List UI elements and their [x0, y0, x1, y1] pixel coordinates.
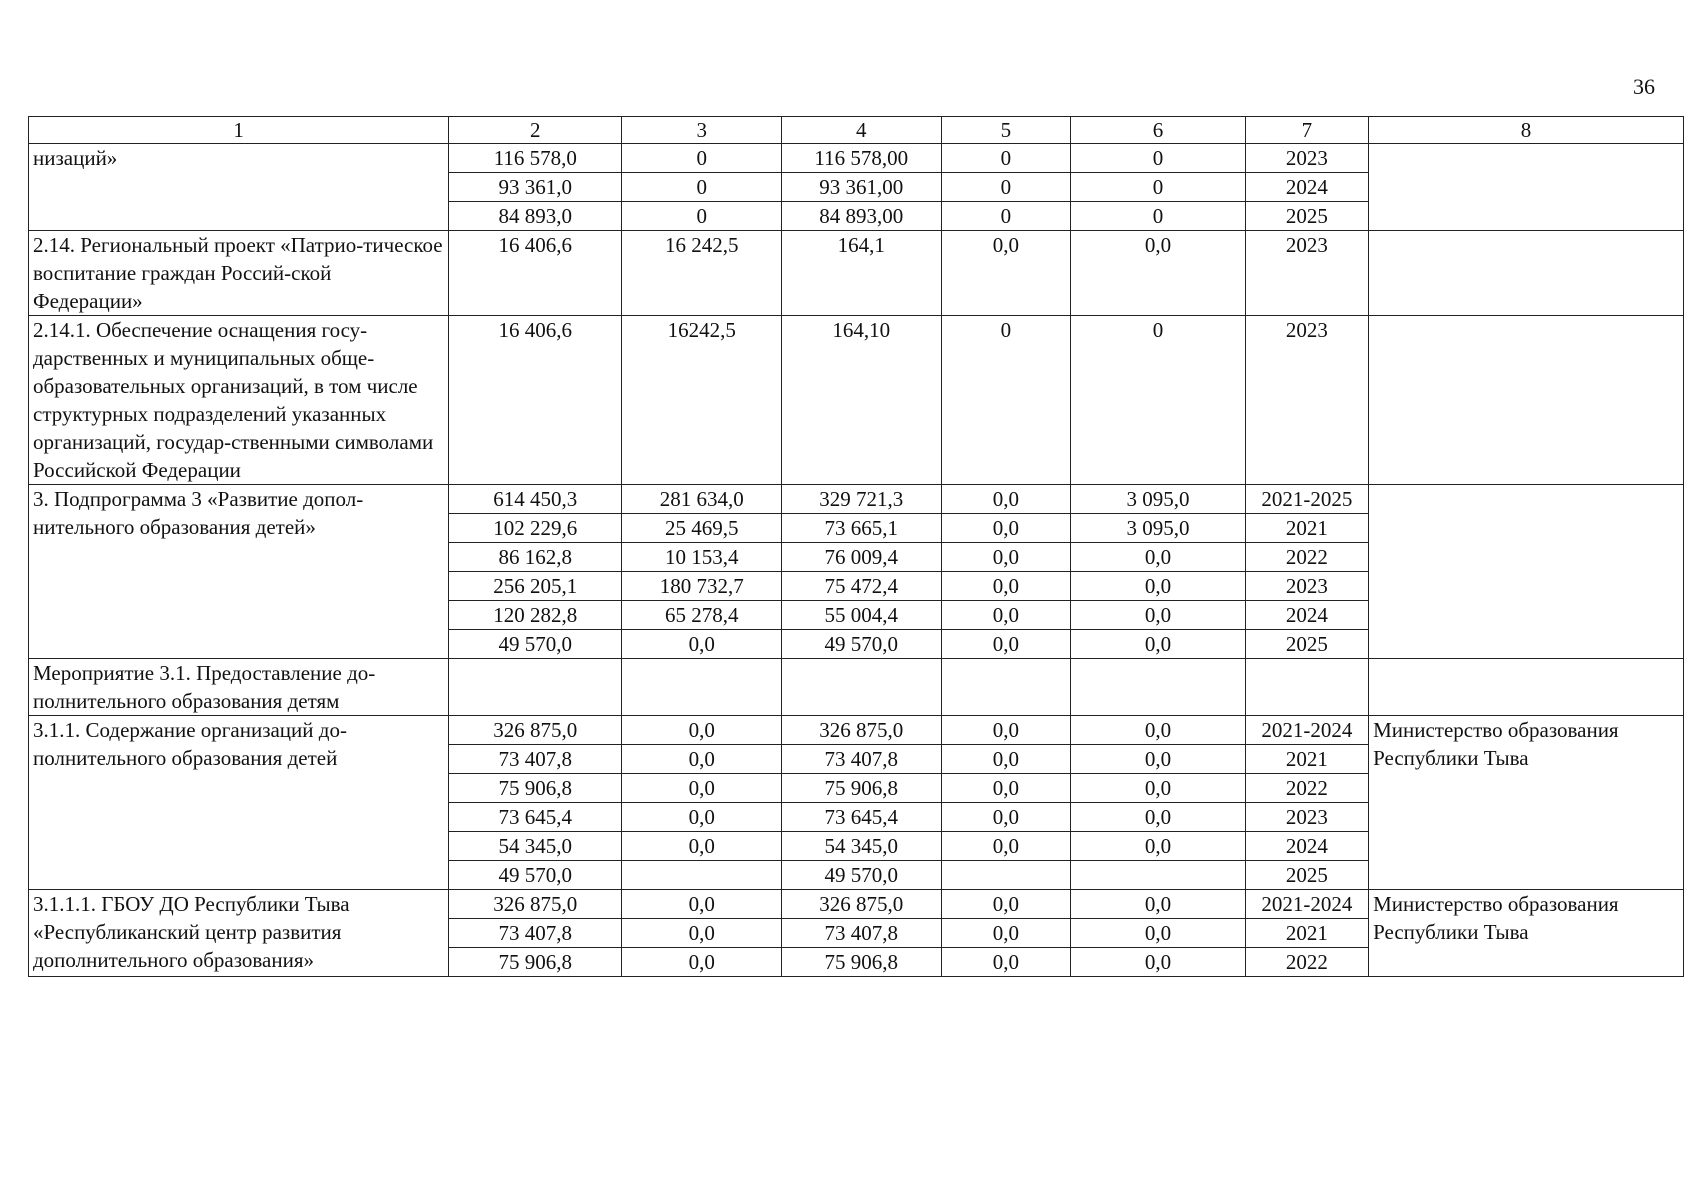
cell-col-6: 0 — [1071, 144, 1245, 173]
cell-col-7: 2021-2024 — [1245, 716, 1368, 745]
cell-col-3: 65 278,4 — [622, 601, 782, 630]
responsible-executor — [1369, 485, 1684, 659]
table-row — [29, 659, 1684, 716]
cell-col-4: 55 004,4 — [782, 601, 942, 630]
cell-col-4: 73 407,8 — [782, 919, 942, 948]
cell-col-4: 116 578,00 — [782, 144, 942, 173]
cell-col-4: 164,10 — [782, 316, 942, 485]
cell-col-3: 16242,5 — [622, 316, 782, 485]
cell-col-6: 0,0 — [1071, 832, 1245, 861]
cell-col-2: 75 906,8 — [449, 774, 622, 803]
cell-col-6: 0,0 — [1071, 601, 1245, 630]
cell-col-5: 0,0 — [941, 485, 1071, 514]
cell-col-3: 0,0 — [622, 832, 782, 861]
cell-col-5: 0 — [941, 316, 1071, 485]
cell-col-2: 84 893,0 — [449, 202, 622, 231]
cell-col-5: 0 — [941, 144, 1071, 173]
column-header-4: 4 — [782, 117, 942, 144]
cell-col-3: 281 634,0 — [622, 485, 782, 514]
table-row — [29, 716, 1684, 745]
cell-col-6: 0,0 — [1071, 948, 1245, 977]
cell-col-4: 326 875,0 — [782, 890, 942, 919]
responsible-executor — [1369, 231, 1684, 316]
cell-col-7: 2022 — [1245, 948, 1368, 977]
cell-col-6: 0 — [1071, 173, 1245, 202]
cell-col-5: 0 — [941, 202, 1071, 231]
cell-col-7: 2023 — [1245, 144, 1368, 173]
cell-col-5: 0,0 — [941, 890, 1071, 919]
cell-col-2: 49 570,0 — [449, 861, 622, 890]
cell-col-5: 0,0 — [941, 601, 1071, 630]
cell-col-4: 73 645,4 — [782, 803, 942, 832]
cell-col-7: 2024 — [1245, 601, 1368, 630]
cell-col-2: 93 361,0 — [449, 173, 622, 202]
cell-col-7: 2024 — [1245, 173, 1368, 202]
cell-col-5: 0,0 — [941, 832, 1071, 861]
cell-col-2: 86 162,8 — [449, 543, 622, 572]
cell-col-2: 614 450,3 — [449, 485, 622, 514]
cell-col-4 — [782, 659, 942, 716]
cell-col-5: 0,0 — [941, 919, 1071, 948]
cell-col-7: 2021 — [1245, 919, 1368, 948]
cell-col-6: 0,0 — [1071, 572, 1245, 601]
program-item-name: низаций» — [29, 144, 449, 231]
cell-col-4: 75 472,4 — [782, 572, 942, 601]
responsible-executor: Министерство образования Республики Тыва — [1369, 890, 1684, 977]
cell-col-2: 326 875,0 — [449, 716, 622, 745]
cell-col-3: 0,0 — [622, 948, 782, 977]
cell-col-2 — [449, 659, 622, 716]
cell-col-3: 0,0 — [622, 890, 782, 919]
cell-col-7: 2021 — [1245, 745, 1368, 774]
cell-col-4: 164,1 — [782, 231, 942, 316]
page-number: 36 — [1633, 74, 1655, 99]
cell-col-6: 0,0 — [1071, 543, 1245, 572]
cell-col-3: 0,0 — [622, 803, 782, 832]
cell-col-5 — [941, 659, 1071, 716]
cell-col-5: 0,0 — [941, 572, 1071, 601]
cell-col-2: 326 875,0 — [449, 890, 622, 919]
cell-col-7: 2021-2025 — [1245, 485, 1368, 514]
cell-col-3: 0,0 — [622, 745, 782, 774]
cell-col-2: 102 229,6 — [449, 514, 622, 543]
cell-col-6: 0,0 — [1071, 890, 1245, 919]
table-row — [29, 890, 1684, 919]
cell-col-2: 75 906,8 — [449, 948, 622, 977]
cell-col-2: 73 645,4 — [449, 803, 622, 832]
cell-col-4: 54 345,0 — [782, 832, 942, 861]
cell-col-6: 0 — [1071, 316, 1245, 485]
program-item-name: 2.14. Региональный проект «Патрио-тическое воспитание граждан Россий-ской Федерации» — [29, 231, 449, 316]
cell-col-6: 0,0 — [1071, 745, 1245, 774]
cell-col-6 — [1071, 659, 1245, 716]
column-header-5: 5 — [941, 117, 1071, 144]
program-item-name: 3.1.1.1. ГБОУ ДО Республики Тыва «Республиканский центр развития дополнительного образования» — [29, 890, 449, 977]
table-body — [29, 144, 1684, 977]
cell-col-3: 25 469,5 — [622, 514, 782, 543]
cell-col-6: 0,0 — [1071, 716, 1245, 745]
cell-col-2: 256 205,1 — [449, 572, 622, 601]
column-header-8: 8 — [1369, 117, 1684, 144]
cell-col-3: 16 242,5 — [622, 231, 782, 316]
cell-col-6 — [1071, 861, 1245, 890]
program-item-name: 3.1.1. Содержание организаций до-полнительного образования детей — [29, 716, 449, 890]
cell-col-7: 2023 — [1245, 316, 1368, 485]
cell-col-3: 0 — [622, 202, 782, 231]
cell-col-3: 0,0 — [622, 774, 782, 803]
cell-col-5: 0,0 — [941, 774, 1071, 803]
table-row — [29, 231, 1684, 316]
cell-col-4: 75 906,8 — [782, 948, 942, 977]
cell-col-2: 116 578,0 — [449, 144, 622, 173]
cell-col-7: 2023 — [1245, 803, 1368, 832]
cell-col-5: 0,0 — [941, 630, 1071, 659]
cell-col-3: 0 — [622, 144, 782, 173]
cell-col-2: 16 406,6 — [449, 316, 622, 485]
column-header-2: 2 — [449, 117, 622, 144]
cell-col-7: 2021 — [1245, 514, 1368, 543]
cell-col-4: 73 665,1 — [782, 514, 942, 543]
cell-col-5: 0,0 — [941, 543, 1071, 572]
cell-col-7: 2022 — [1245, 774, 1368, 803]
cell-col-4: 76 009,4 — [782, 543, 942, 572]
cell-col-6: 0,0 — [1071, 231, 1245, 316]
responsible-executor: Министерство образования Республики Тыва — [1369, 716, 1684, 890]
column-header-6: 6 — [1071, 117, 1245, 144]
cell-col-4: 84 893,00 — [782, 202, 942, 231]
cell-col-7: 2023 — [1245, 572, 1368, 601]
cell-col-7: 2022 — [1245, 543, 1368, 572]
cell-col-6: 0 — [1071, 202, 1245, 231]
program-item-name: 2.14.1. Обеспечение оснащения госу-дарственных и муниципальных обще-образовательных организаций, в том числе структурных подразделений указанных организаций, государ-ственными символами Российской Федерации — [29, 316, 449, 485]
cell-col-4: 75 906,8 — [782, 774, 942, 803]
cell-col-4: 93 361,00 — [782, 173, 942, 202]
cell-col-2: 73 407,8 — [449, 919, 622, 948]
column-header-7: 7 — [1245, 117, 1368, 144]
cell-col-7: 2025 — [1245, 630, 1368, 659]
cell-col-3: 0,0 — [622, 630, 782, 659]
cell-col-5: 0,0 — [941, 948, 1071, 977]
cell-col-3: 0,0 — [622, 919, 782, 948]
cell-col-2: 120 282,8 — [449, 601, 622, 630]
cell-col-3: 0 — [622, 173, 782, 202]
cell-col-5: 0 — [941, 173, 1071, 202]
header-row — [29, 117, 1684, 144]
cell-col-6: 3 095,0 — [1071, 514, 1245, 543]
cell-col-7: 2025 — [1245, 861, 1368, 890]
column-header-3: 3 — [622, 117, 782, 144]
responsible-executor — [1369, 659, 1684, 716]
cell-col-2: 16 406,6 — [449, 231, 622, 316]
responsible-executor — [1369, 316, 1684, 485]
cell-col-6: 0,0 — [1071, 803, 1245, 832]
cell-col-4: 329 721,3 — [782, 485, 942, 514]
cell-col-7: 2021-2024 — [1245, 890, 1368, 919]
cell-col-2: 54 345,0 — [449, 832, 622, 861]
cell-col-2: 49 570,0 — [449, 630, 622, 659]
cell-col-7: 2023 — [1245, 231, 1368, 316]
cell-col-7: 2025 — [1245, 202, 1368, 231]
cell-col-3: 180 732,7 — [622, 572, 782, 601]
cell-col-5: 0,0 — [941, 803, 1071, 832]
table-row — [29, 144, 1684, 173]
cell-col-3 — [622, 659, 782, 716]
cell-col-2: 73 407,8 — [449, 745, 622, 774]
cell-col-6: 3 095,0 — [1071, 485, 1245, 514]
program-table — [28, 116, 1684, 977]
cell-col-5 — [941, 861, 1071, 890]
program-item-name: 3. Подпрограмма 3 «Развитие допол-нительного образования детей» — [29, 485, 449, 659]
cell-col-3: 0,0 — [622, 716, 782, 745]
cell-col-6: 0,0 — [1071, 919, 1245, 948]
cell-col-4: 49 570,0 — [782, 630, 942, 659]
cell-col-5: 0,0 — [941, 716, 1071, 745]
program-item-name: Мероприятие 3.1. Предоставление до-полнительного образования детям — [29, 659, 449, 716]
responsible-executor — [1369, 144, 1684, 231]
cell-col-5: 0,0 — [941, 231, 1071, 316]
cell-col-4: 326 875,0 — [782, 716, 942, 745]
cell-col-7 — [1245, 659, 1368, 716]
cell-col-6: 0,0 — [1071, 774, 1245, 803]
column-header-1: 1 — [29, 117, 449, 144]
cell-col-3: 10 153,4 — [622, 543, 782, 572]
cell-col-4: 49 570,0 — [782, 861, 942, 890]
cell-col-5: 0,0 — [941, 514, 1071, 543]
cell-col-6: 0,0 — [1071, 630, 1245, 659]
cell-col-7: 2024 — [1245, 832, 1368, 861]
cell-col-5: 0,0 — [941, 745, 1071, 774]
table-row — [29, 485, 1684, 514]
cell-col-4: 73 407,8 — [782, 745, 942, 774]
table-row — [29, 316, 1684, 485]
cell-col-3 — [622, 861, 782, 890]
